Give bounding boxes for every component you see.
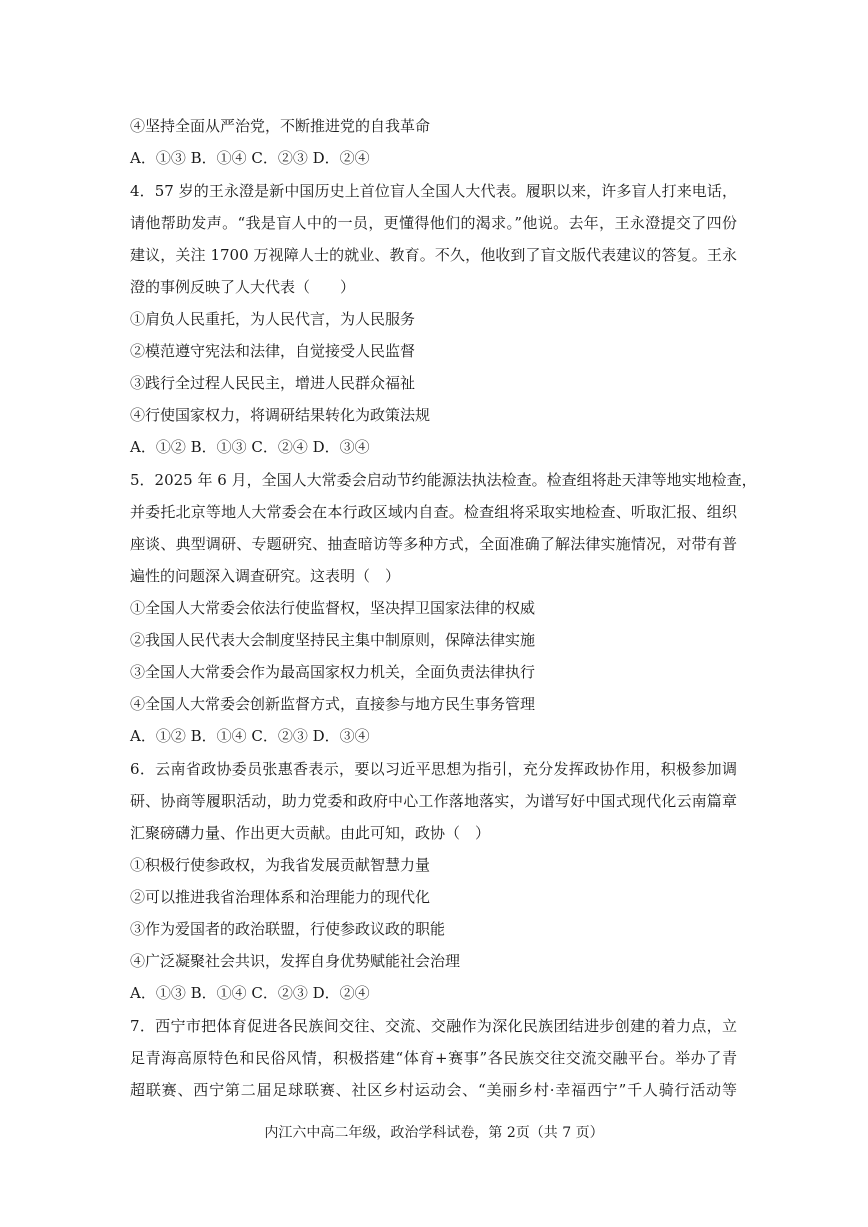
option-line: ②可以推进我省治理体系和治理能力的现代化	[130, 888, 431, 906]
answer-choices: A．①② B．①③ C．②④ D．③④	[130, 438, 370, 456]
question-text: 并委托北京等地人大常委会在本行政区域内自查。检查组将采取实地检查、听取汇报、组织	[130, 503, 737, 521]
page-footer: 内江六中高二年级，政治学科试卷，第 2页（共 7 页）	[264, 1125, 604, 1141]
question-text: 研、协商等履职活动，助力党委和政府中心工作落地落实，为谱写好中国式现代化云南篇章	[130, 792, 737, 810]
option-line: ④全国人大常委会创新监督方式，直接参与地方民生事务管理	[130, 695, 536, 713]
answer-choices: A．①③ B．①④ C．②③ D．②④	[130, 984, 370, 1002]
option-line: ②我国人民代表大会制度坚持民主集中制原则，保障法律实施	[130, 631, 536, 649]
question-text: 足青海高原特色和民俗风情，积极搭建“体育+赛事”各民族交往交流交融平台。举办了青	[130, 1049, 737, 1067]
question-text: 汇聚磅礴力量、作出更大贡献。由此可知，政协（ ）	[130, 824, 491, 842]
option-line: ④坚持全面从严治党，不断推进党的自我革命	[130, 117, 431, 135]
question-text: 超联赛、西宁第二届足球联赛、社区乡村运动会、“美丽乡村·幸福西宁”千人骑行活动等	[130, 1081, 737, 1099]
option-line: ④行使国家权力，将调研结果转化为政策法规	[130, 406, 431, 424]
question-text: 7．西宁市把体育促进各民族间交往、交流、交融作为深化民族团结进步创建的着力点，立	[130, 1017, 737, 1035]
option-line: ②模范遵守宪法和法律，自觉接受人民监督	[130, 342, 416, 360]
option-line: ①肩负人民重托，为人民代言，为人民服务	[130, 310, 416, 328]
answer-choices: A．①③ B．①④ C．②③ D．②④	[130, 149, 370, 167]
option-line: ①积极行使参政权，为我省发展贡献智慧力量	[130, 856, 431, 874]
option-line: ①全国人大常委会依法行使监督权，坚决捍卫国家法律的权威	[130, 599, 536, 617]
question-text: 6．云南省政协委员张惠香表示，要以习近平思想为指引，充分发挥政协作用，积极参加调	[130, 760, 737, 778]
question-text: 澄的事例反映了人大代表（ ）	[130, 278, 356, 296]
option-line: ④广泛凝聚社会共识，发挥自身优势赋能社会治理	[130, 952, 461, 970]
option-line: ③全国人大常委会作为最高国家权力机关，全面负责法律执行	[130, 663, 536, 681]
option-line: ③践行全过程人民民主，增进人民群众福祉	[130, 374, 416, 392]
question-text: 建议，关注 1700 万视障人士的就业、教育。不久，他收到了盲文版代表建议的答复。王永	[130, 246, 737, 264]
question-text: 请他帮助发声。“我是盲人中的一员，更懂得他们的渴求。”他说。去年，王永澄提交了四份	[130, 214, 737, 232]
answer-choices: A．①② B．①④ C．②③ D．③④	[130, 727, 370, 745]
option-line: ③作为爱国者的政治联盟，行使参政议政的职能	[130, 920, 446, 938]
question-text: 遍性的问题深入调查研究。这表明（ ）	[130, 567, 401, 585]
question-text: 5．2025 年 6 月，全国人大常委会启动节约能源法执法检查。检查组将赴天津等地实地检查，	[130, 471, 757, 489]
question-text: 座谈、典型调研、专题研究、抽查暗访等多种方式，全面准确了解法律实施情况，对带有普	[130, 535, 737, 553]
question-text: 4．57 岁的王永澄是新中国历史上首位盲人全国人大代表。履职以来，许多盲人打来电话，	[130, 182, 737, 200]
